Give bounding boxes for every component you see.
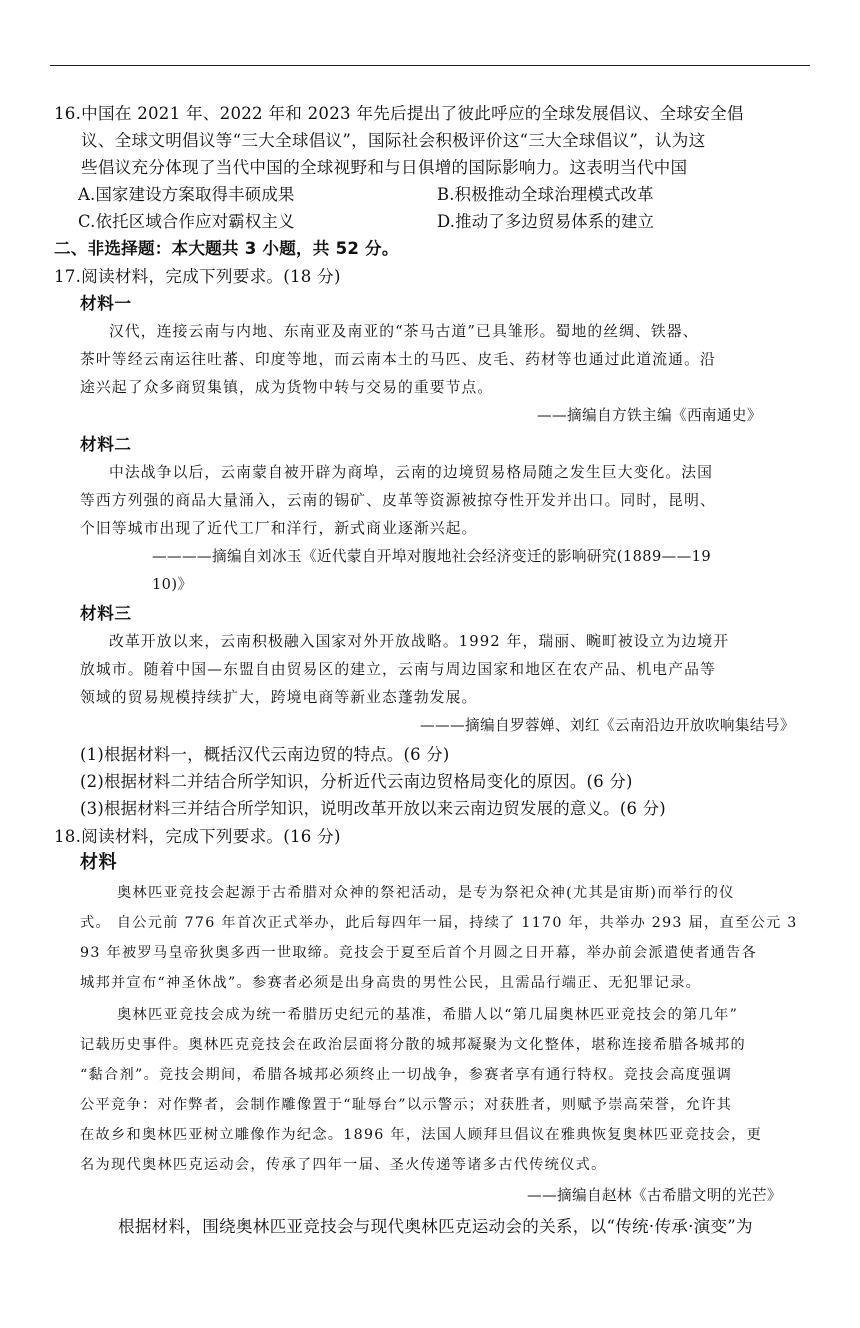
q17-stem: 17.阅读材料，完成下列要求。(18 分)	[54, 267, 341, 286]
q17-sub-question-2: (2)根据材料二并结合所学知识，分析近代云南边贸格局变化的原因。(6 分)	[80, 772, 633, 791]
q17-m1-source: ——摘编自方铁主编《西南通史》	[537, 407, 762, 424]
q16-option-b[interactable]: B.积极推动全球治理模式改革	[437, 185, 654, 204]
q17-m1-line: 茶叶等经云南运往吐蕃、印度等地，而云南本土的马匹、皮毛、药材等也通过此道流通。沿	[80, 351, 716, 368]
q17-m2-line: 个旧等城市出现了近代工厂和洋行，新式商业逐渐兴起。	[80, 520, 478, 537]
q18-p1-line: 城邦并宣布“神圣休战”。参赛者必须是出身高贵的男性公民，且需品行端正、无犯罪记录。	[80, 975, 702, 991]
q17-m3-line: 领域的贸易规模持续扩大，跨境电商等新业态蓬勃发展。	[80, 689, 478, 706]
q18-p2-line: 名为现代奥林匹克运动会，传承了四年一届、圣火传递等诸多古代传统仪式。	[80, 1157, 607, 1173]
q16-line-1: 16.中国在 2021 年、2022 年和 2023 年先后提出了彼此呼应的全球发展倡议、全球安全倡	[54, 104, 744, 123]
header-rule	[50, 65, 810, 66]
q18-p2-line: “黏合剂”。竞技会期间，希腊各城邦必须终止一切战争，参赛者享有通行特权。竞技会高度强调	[80, 1067, 733, 1083]
q17-material-3-title: 材料三	[80, 604, 132, 623]
q17-sub-question-3: (3)根据材料三并结合所学知识，说明改革开放以来云南边贸发展的意义。(6 分)	[80, 799, 666, 818]
q17-m1-line: 途兴起了众多商贸集镇，成为货物中转与交易的重要节点。	[80, 379, 494, 396]
q18-stem: 18.阅读材料，完成下列要求。(16 分)	[54, 827, 341, 846]
q17-material-1-title: 材料一	[80, 294, 132, 313]
q18-p1-line: 奥林匹亚竞技会起源于古希腊对众神的祭祀活动，是专为祭祀众神(尤其是宙斯)而举行的仪	[117, 885, 735, 901]
q18-p2-line: 公平竞争：对作弊者，会制作雕像置于“耻辱台”以示警示；对获胜者，则赋予崇高荣誉，允许其	[80, 1097, 733, 1113]
q17-m3-line: 改革开放以来，云南积极融入国家对外开放战略。1992 年，瑞丽、畹町被设立为边境开	[109, 633, 730, 650]
q18-p2-line: 奥林匹亚竞技会成为统一希腊历史纪元的基准，希腊人以“第几届奥林匹亚竞技会的第几年”	[117, 1007, 739, 1023]
q17-m3-source: ———摘编自罗蓉婵、刘红《云南沿边开放吹响集结号》	[420, 717, 795, 734]
q17-m1-line: 汉代，连接云南与内地、东南亚及南亚的“茶马古道”已具雏形。蜀地的丝绸、铁器、	[109, 323, 699, 340]
q16-option-d[interactable]: D.推动了多边贸易体系的建立	[437, 212, 655, 231]
q16-line-3: 些倡议充分体现了当代中国的全球视野和与日俱增的国际影响力。这表明当代中国	[81, 158, 688, 177]
q16-option-c[interactable]: C.依托区域合作应对霸权主义	[78, 212, 295, 231]
q17-m2-line: 等西方列强的商品大量涌入，云南的锡矿、皮革等资源被掠夺性开发并出口。同时，昆明、	[80, 492, 716, 509]
q18-p1-line: 式。 自公元前 776 年首次正式举办，此后每四年一届，持续了 1170 年，共举办 293 届，直至公元 3	[80, 915, 798, 931]
q17-sub-question-1: (1)根据材料一，概括汉代云南边贸的特点。(6 分)	[80, 745, 450, 764]
q18-task: 根据材料，围绕奥林匹亚竞技会与现代奥林匹克运动会的关系，以“传统·传承·演变”为	[118, 1217, 753, 1236]
section-title: 二、非选择题：本大题共 3 小题，共 52 分。	[54, 239, 399, 258]
q17-m2-line: 中法战争以后，云南蒙自被开辟为商埠，云南的边境贸易格局随之发生巨大变化。法国	[109, 464, 714, 481]
q17-m2-source-line: ————摘编自刘冰玉《近代蒙自开埠对腹地社会经济变迁的影响研究(1889——19	[152, 548, 711, 565]
q18-p2-line: 记载历史事件。奥林匹克竞技会在政治层面将分散的城邦凝聚为文化整体，堪称连接希腊各城邦的	[80, 1037, 746, 1053]
q18-p2-line: 在故乡和奥林匹亚树立雕像作为纪念。1896 年，法国人顾拜旦倡议在雅典恢复奥林匹亚竞技会，更	[80, 1127, 763, 1143]
q18-source: ——摘编自赵林《古希腊文明的光芒》	[527, 1187, 782, 1204]
q17-m2-source-line: 10)》	[152, 576, 193, 593]
q18-material-title: 材料	[80, 852, 118, 873]
q17-material-2-title: 材料二	[80, 435, 132, 454]
q18-p1-line: 93 年被罗马皇帝狄奥多西一世取缔。竞技会于夏至后首个月圆之日开幕，举办前会派遣使者通告各	[80, 945, 757, 961]
q16-line-2: 议、全球文明倡议等“三大全球倡议”，国际社会积极评价这“三大全球倡议”，认为这	[81, 131, 706, 150]
q17-m3-line: 放城市。随着中国—东盟自由贸易区的建立，云南与周边国家和地区在农产品、机电产品等	[80, 661, 716, 678]
q16-option-a[interactable]: A.国家建设方案取得丰硕成果	[78, 185, 295, 204]
